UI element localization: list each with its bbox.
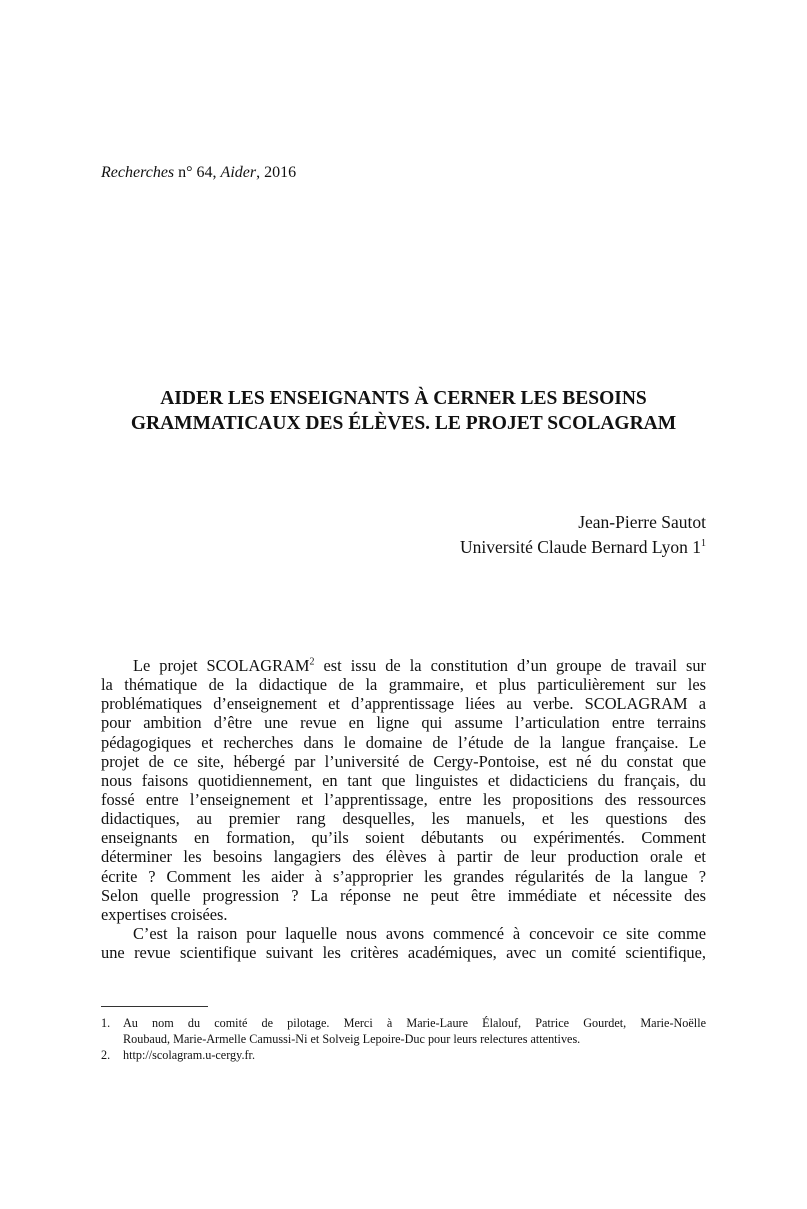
title-line-2: GRAMMATICAUX DES ÉLÈVES. LE PROJET SCOLAGRAM: [130, 413, 677, 434]
body-line: fossé entre l’enseignement et l’apprentissage, entre les propositions des ressources: [101, 789, 706, 809]
body-line: pédagogiques et recherches dans le domaine de l’étude de la langue française. Le: [101, 732, 706, 752]
body-line: expertises croisées.: [101, 904, 228, 924]
footnote-number: 2.: [101, 1048, 111, 1062]
body-line: nous faisons quotidiennement, en tant que linguistes et didacticiens du français, du: [101, 770, 706, 790]
journal-year: , 2016: [256, 164, 297, 181]
article-title: [101, 386, 706, 436]
footnote-separator: [101, 1006, 208, 1007]
footnotes: [101, 1015, 706, 1063]
article-body: [101, 656, 706, 962]
body-line: écrite ? Comment les aider à s’approprier les grandes régularités de la langue ?: [101, 866, 706, 886]
footnote-text: Roubaud, Marie-Armelle Camussi-Ni et Solveig Lepoire-Duc pour leurs relectures attentives.: [123, 1032, 581, 1046]
issue-title: Aider: [220, 164, 257, 181]
body-line: [101, 656, 706, 675]
body-line: pour ambition d’être une revue en ligne qui assume l’articulation entre terrains: [101, 713, 706, 733]
author-affiliation: Université Claude Bernard Lyon 1: [459, 537, 701, 557]
footnote-text: Au nom du comité de pilotage. Merci à Marie-Laure Élalouf, Patrice Gourdet, Marie-Noëlle: [123, 1016, 706, 1030]
body-line: déterminer les besoins langagiers des élèves à partir de leur production orale et: [101, 847, 706, 867]
author-name: Jean-Pierre Sautot: [578, 512, 706, 532]
body-text-rest: est issu de la constitution d’un groupe de travail sur: [314, 656, 706, 675]
footnote-ref-2[interactable]: 2: [309, 656, 315, 668]
body-line: C’est la raison pour laquelle nous avons commencé à concevoir ce site comme: [133, 923, 706, 943]
journal-number: n° 64,: [174, 164, 221, 181]
body-line: une revue scientifique suivant les critères académiques, avec un comité scientifique,: [101, 943, 706, 963]
footnote-2: [101, 1047, 706, 1063]
footnote-ref-1[interactable]: 1: [701, 538, 706, 550]
footnote-number: 1.: [101, 1016, 111, 1030]
body-line: enseignants en formation, qu’ils soient débutants ou expérimentés. Comment: [101, 828, 706, 848]
journal-name: Recherches: [101, 164, 175, 181]
body-line: Selon quelle progression ? La réponse ne peut être immédiate et nécessite des: [101, 885, 706, 905]
running-header: [101, 164, 296, 182]
body-line: projet de ce site, hébergé par l’université de Cergy-Pontoise, est né du constat que: [101, 751, 706, 771]
footnote-1: [101, 1015, 706, 1047]
body-line: la thématique de la didactique de la grammaire, et plus particulièrement sur les: [101, 675, 706, 695]
title-line-1: AIDER LES ENSEIGNANTS À CERNER LES BESOINS: [160, 388, 647, 409]
body-text-start: Le projet SCOLAGRAM: [133, 656, 310, 675]
body-line: didactiques, au premier rang desquelles, les manuels, et les questions des: [101, 809, 706, 829]
author-affiliation-line: [460, 535, 706, 560]
author-block: [460, 510, 706, 560]
footnote-link[interactable]: http://scolagram.u-cergy.fr.: [123, 1048, 255, 1062]
body-line: problématiques d’enseignement et d’apprentissage liées au verbe. SCOLAGRAM a: [101, 694, 706, 714]
